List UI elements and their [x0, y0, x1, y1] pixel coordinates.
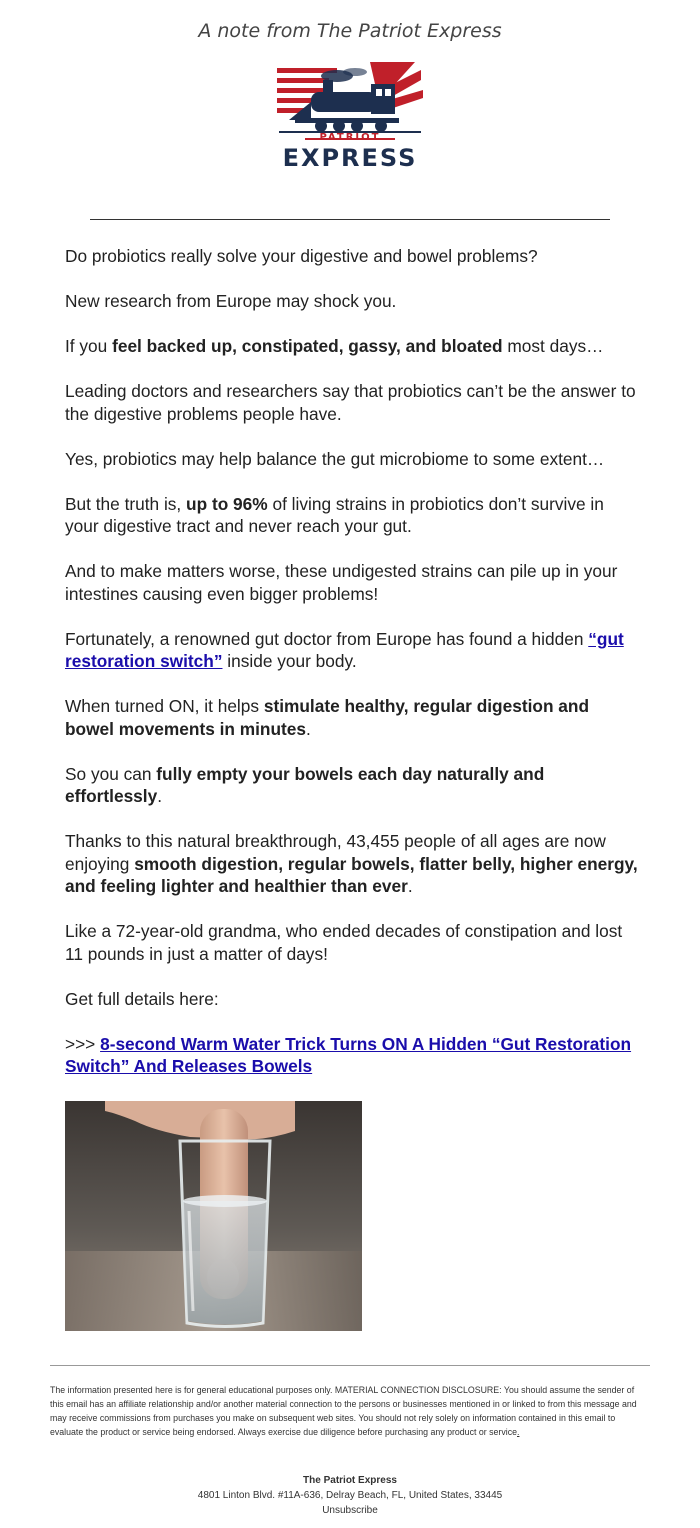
logo-wordmark-express: EXPRESS [282, 144, 418, 172]
text: . [157, 786, 163, 806]
text: of living strains in probiotics don’t survive in your digestive tract and never reach your gut. [65, 493, 604, 536]
paragraph: Leading doctors and researchers say that probiotics can’t be the answer to the digestive problems people have. [65, 381, 636, 424]
bold-text: up to 96% [186, 493, 268, 514]
text: But the truth is, [65, 493, 187, 514]
water-glass-image[interactable] [65, 1101, 362, 1331]
email-body [65, 245, 640, 1100]
footer [0, 1473, 700, 1518]
paragraph: Yes, probiotics may help balance the gut microbiome to some extent… [65, 448, 605, 469]
bold-text: stimulate healthy, regular digestion and bowel movements in minutes [65, 696, 590, 739]
text: . [306, 718, 311, 739]
text: most days… [502, 336, 604, 356]
gut-restoration-switch-link[interactable]: “gut restoration switch” [65, 628, 624, 671]
disclaimer [50, 1383, 650, 1439]
header-note: A note from The Patriot Express [198, 20, 502, 42]
paragraph: Get full details here: [65, 988, 219, 1009]
text: If you [65, 336, 113, 356]
text: inside your body. [222, 651, 357, 671]
footer-address: 4801 Linton Blvd. #11A-636, Delray Beach, FL, United States, 33445 [197, 1490, 503, 1501]
bold-text: feel backed up, constipated, gassy, and bloated [112, 336, 503, 356]
bold-text: smooth digestion, regular bowels, flatter belly, higher energy, and feeling lighter and healthier than ever [65, 853, 638, 896]
text: Thanks to this natural breakthrough, 43,455 people of all ages are now enjoying [65, 831, 606, 874]
bold-text: fully empty your bowels each day naturally and effortlessly [65, 763, 545, 806]
disclaimer-end-link[interactable]: . [517, 1427, 520, 1437]
cta-paragraph [65, 1033, 640, 1078]
paragraph [65, 628, 640, 673]
paragraph: Do probiotics really solve your digestive and bowel problems? [65, 246, 538, 266]
paragraph: New research from Europe may shock you. [65, 291, 397, 311]
footer-divider [50, 1365, 650, 1366]
disclaimer-text: The information presented here is for general educational purposes only. MATERIAL CONNECTION DISCLOSURE: You should assume the sender of this email has an affiliate relationship and/or another material connection to the persons or businesses mentioned in or linked to from this message and may receive commissions from purchases you make on subsequent web sites. You should not rely solely on information contained in this email to evaluate the product or service being endorsed. Always exercise due diligence before purchasing any product or service [50, 1385, 637, 1437]
text: So you can [65, 763, 157, 784]
logo-wordmark-patriot: PATRIOT [319, 132, 381, 143]
finger-in-water-glass-icon [65, 1101, 362, 1331]
text: Fortunately, a renowned gut doctor from Europe has found a hidden [65, 628, 589, 649]
paragraph [65, 493, 640, 538]
paragraph: And to make matters worse, these undigested strains can pile up in your intestines causing even bigger problems! [65, 561, 618, 604]
paragraph [65, 335, 640, 358]
footer-company: The Patriot Express [303, 1475, 397, 1486]
cta-link[interactable]: 8-second Warm Water Trick Turns ON A Hidden “Gut Restoration Switch” And Releases Bowels [65, 1033, 632, 1076]
paragraph: Like a 72-year-old grandma, who ended decades of constipation and lost 11 pounds in just a matter of days! [65, 921, 623, 964]
cta-prefix: >>> [65, 1033, 101, 1054]
unsubscribe-link[interactable]: Unsubscribe [322, 1505, 378, 1516]
text: When turned ON, it helps [65, 696, 264, 716]
text: . [407, 876, 413, 896]
header-divider [90, 219, 610, 220]
paragraph [65, 695, 640, 740]
paragraph [65, 830, 640, 898]
paragraph [65, 763, 640, 808]
